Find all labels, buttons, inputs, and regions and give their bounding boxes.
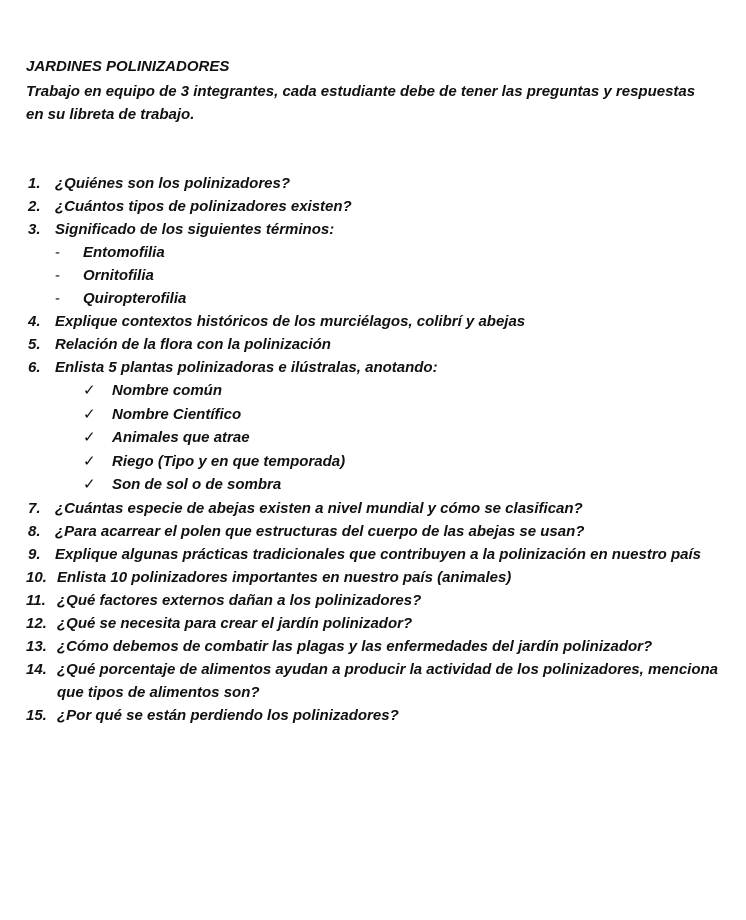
question-list [26, 172, 726, 727]
question-text: Explique algunas prácticas tradicionales que contribuyen a la polinización en nuestro país [55, 545, 701, 563]
question-text: ¿Qué factores externos dañan a los polinizadores? [57, 591, 422, 609]
plant-field-item [26, 450, 726, 474]
question-text: ¿Cuántos tipos de polinizadores existen? [55, 198, 352, 215]
question-text: ¿Qué porcentaje de alimentos ayudan a producir la actividad de los polinizadores, menciona que tipos de alimentos son? [57, 660, 718, 701]
plant-field-text: Son de sol o de sombra [112, 476, 282, 493]
question-number: 9. [28, 545, 41, 563]
question-number: 10. [26, 568, 47, 586]
question-text: Significado de los siguientes términos: [55, 221, 335, 238]
question-item [26, 195, 726, 218]
plant-field-text: Nombre Científico [112, 405, 242, 423]
checkmark-icon: ✓ [83, 475, 96, 493]
question-text: Relación de la flora con la polinización [55, 336, 331, 353]
question-item [26, 310, 726, 333]
question-item [26, 356, 726, 379]
question-item [26, 589, 726, 612]
question-number: 13. [26, 637, 47, 655]
question-number: 4. [28, 313, 41, 330]
question-item [26, 172, 726, 195]
question-text: Enlista 10 polinizadores importantes en nuestro país (animales) [57, 568, 512, 586]
question-text: ¿Qué se necesita para crear el jardín polinizador? [57, 614, 413, 632]
term-item [26, 264, 726, 287]
checkmark-icon: ✓ [83, 451, 96, 470]
plant-field-item [26, 403, 726, 427]
question-text: Explique contextos históricos de los murciélagos, colibrí y abejas [55, 313, 526, 330]
question-text: ¿Para acarrear el polen que estructuras del cuerpo de las abejas se usan? [55, 522, 585, 540]
question-number: 2. [28, 198, 41, 215]
question-text: ¿Quiénes son los polinizadores? [55, 175, 291, 192]
question-number: 14. [26, 660, 47, 678]
plant-field-text: Nombre común [112, 382, 223, 399]
plant-field-text: Riego (Tipo y en que temporada) [112, 452, 346, 470]
question-item [26, 566, 726, 589]
term-text: Ornitofilia [83, 267, 154, 284]
plant-field-item [26, 379, 726, 403]
question-text: Enlista 5 plantas polinizadoras e ilústralas, anotando: [55, 359, 438, 376]
question-number: 7. [28, 499, 41, 517]
document-title: JARDINES POLINIZADORES [26, 58, 230, 75]
dash-bullet: - [55, 290, 60, 307]
question-item [26, 543, 726, 566]
plant-field-text: Animales que atrae [112, 429, 250, 446]
question-text: ¿Cuántas especie de abejas existen a nivel mundial y cómo se clasifican? [55, 499, 583, 517]
term-text: Entomofilia [83, 244, 165, 261]
dash-bullet: - [55, 244, 60, 261]
question-item [26, 218, 726, 241]
question-item [26, 612, 726, 635]
question-number: 8. [28, 522, 41, 540]
term-item [26, 287, 726, 310]
question-item [26, 704, 726, 727]
plant-field-item [26, 426, 726, 450]
question-number: 11. [26, 591, 46, 609]
term-text: Quiropterofilia [83, 290, 187, 307]
question-number: 6. [28, 359, 41, 376]
question-number: 3. [28, 221, 41, 238]
plant-field-item [26, 473, 726, 497]
checkmark-icon: ✓ [83, 404, 96, 423]
dash-bullet: - [55, 267, 60, 284]
question-item [26, 658, 726, 704]
question-item [26, 497, 726, 520]
question-item [26, 635, 726, 658]
question-number: 1. [28, 175, 41, 192]
checkmark-icon: ✓ [83, 381, 96, 399]
checkmark-icon: ✓ [83, 428, 96, 446]
question-number: 15. [26, 706, 47, 724]
terms-sublist-wrapper [26, 241, 726, 310]
term-item [26, 241, 726, 264]
document-instructions: Trabajo en equipo de 3 integrantes, cada estudiante debe de tener las preguntas y respuestas en su libreta de trabajo. [26, 83, 696, 123]
plant-fields-sublist [26, 379, 726, 497]
question-number: 5. [28, 336, 41, 353]
question-item [26, 333, 726, 356]
question-text: ¿Cómo debemos de combatir las plagas y las enfermedades del jardín polinizador? [57, 637, 653, 655]
plant-fields-sublist-wrapper [26, 379, 726, 497]
question-item [26, 520, 726, 543]
question-text: ¿Por qué se están perdiendo los polinizadores? [57, 706, 399, 724]
question-number: 12. [26, 614, 47, 632]
terms-sublist [26, 241, 726, 310]
